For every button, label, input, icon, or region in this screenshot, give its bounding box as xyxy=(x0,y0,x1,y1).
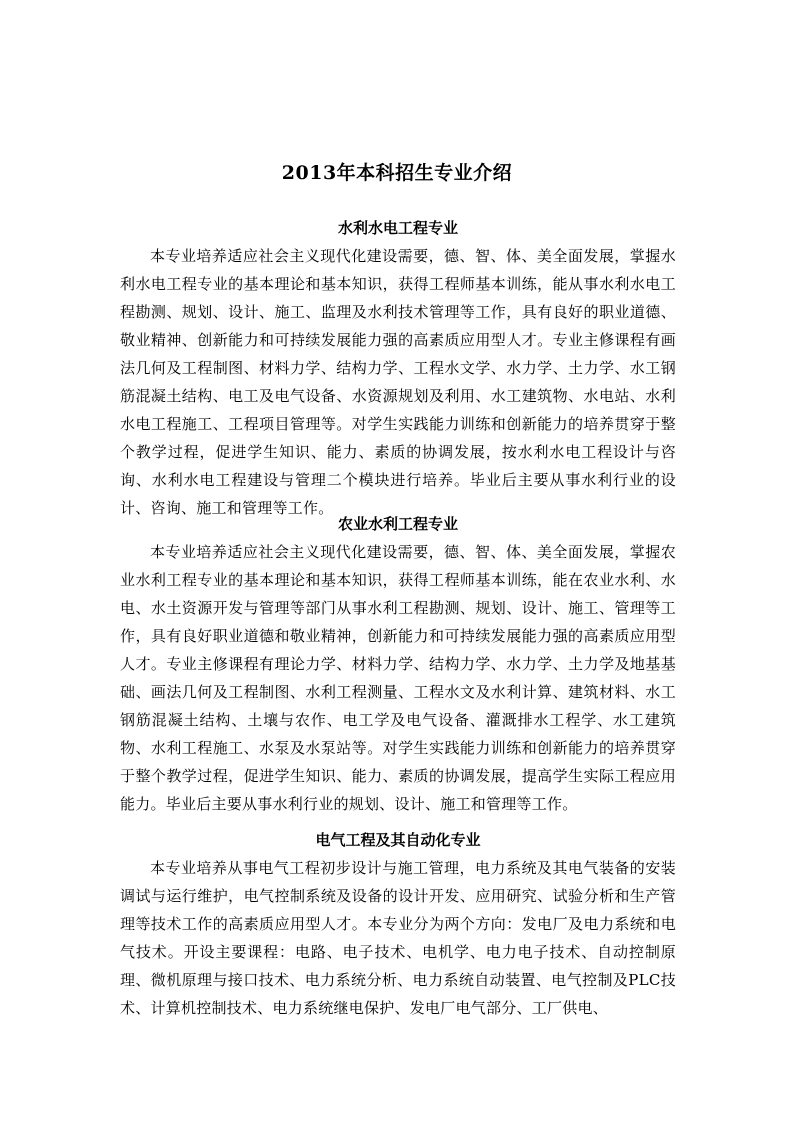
document-title: 2013年本科招生专业介绍 xyxy=(281,162,513,184)
major-section-hydraulic-hydropower xyxy=(120,214,676,522)
section-heading: 电气工程及其自动化专业 xyxy=(315,831,481,849)
section-heading: 农业水利工程专业 xyxy=(337,515,458,533)
section-heading: 水利水电工程专业 xyxy=(337,219,458,237)
major-section-agricultural-water xyxy=(120,510,676,818)
major-section-electrical-engineering xyxy=(120,826,676,1022)
section-body: 本专业培养从事电气工程初步设计与施工管理，电力系统及其电气装备的安装调试与运行维护，电气控制系统及设备的设计开发、应用研究、试验分析和生产管理等技术工作的高素质应用型人才。本专业分为两个方向：发电厂及电力系统和电气技术。开设主要课程：电路、电子技术、电机学、电力电子技术、自动控制原理、微机原理与接口技术、电力系统分析、电力系统自动装置、电气控制及PLC技术、计算机控制技术、电力系统继电保护、发电厂电气部分、工厂供电、 xyxy=(120,859,676,1017)
section-body: 本专业培养适应社会主义现代化建设需要，德、智、体、美全面发展，掌握农业水利工程专业的基本理论和基本知识，获得工程师基本训练，能在农业水利、水电、水土资源开发与管理等部门从事水利工程勘测、规划、设计、施工、管理等工作，具有良好职业道德和敬业精神，创新能力和可持续发展能力强的高素质应用型人才。专业主修课程有理论力学、材料力学、结构力学、水力学、土力学及地基基础、画法几何及工程制图、水利工程测量、工程水文及水利计算、建筑材料、水工钢筋混凝土结构、土壤与农作、电工学及电气设备、灌溉排水工程学、水工建筑物、水利工程施工、水泵及水泵站等。对学生实践能力训练和创新能力的培养贯穿于整个教学过程，促进学生知识、能力、素质的协调发展，提高学生实际工程应用能力。毕业后主要从事水利行业的规划、设计、施工和管理等工作。 xyxy=(120,543,676,813)
section-body: 本专业培养适应社会主义现代化建设需要，德、智、体、美全面发展，掌握水利水电工程专业的基本理论和基本知识，获得工程师基本训练，能从事水利水电工程勘测、规划、设计、施工、监理及水利技术管理等工作，具有良好的职业道德、敬业精神、创新能力和可持续发展能力强的高素质应用型人才。专业主修课程有画法几何及工程制图、材料力学、结构力学、工程水文学、水力学、土力学、水工钢筋混凝土结构、电工及电气设备、水资源规划及利用、水工建筑物、水电站、水利水电工程施工、工程项目管理等。对学生实践能力训练和创新能力的培养贯穿于整个教学过程，促进学生知识、能力、素质的协调发展，按水利水电工程设计与咨询、水利水电工程建设与管理二个模块进行培养。毕业后主要从事水利行业的设计、咨询、施工和管理等工作。 xyxy=(120,247,676,517)
